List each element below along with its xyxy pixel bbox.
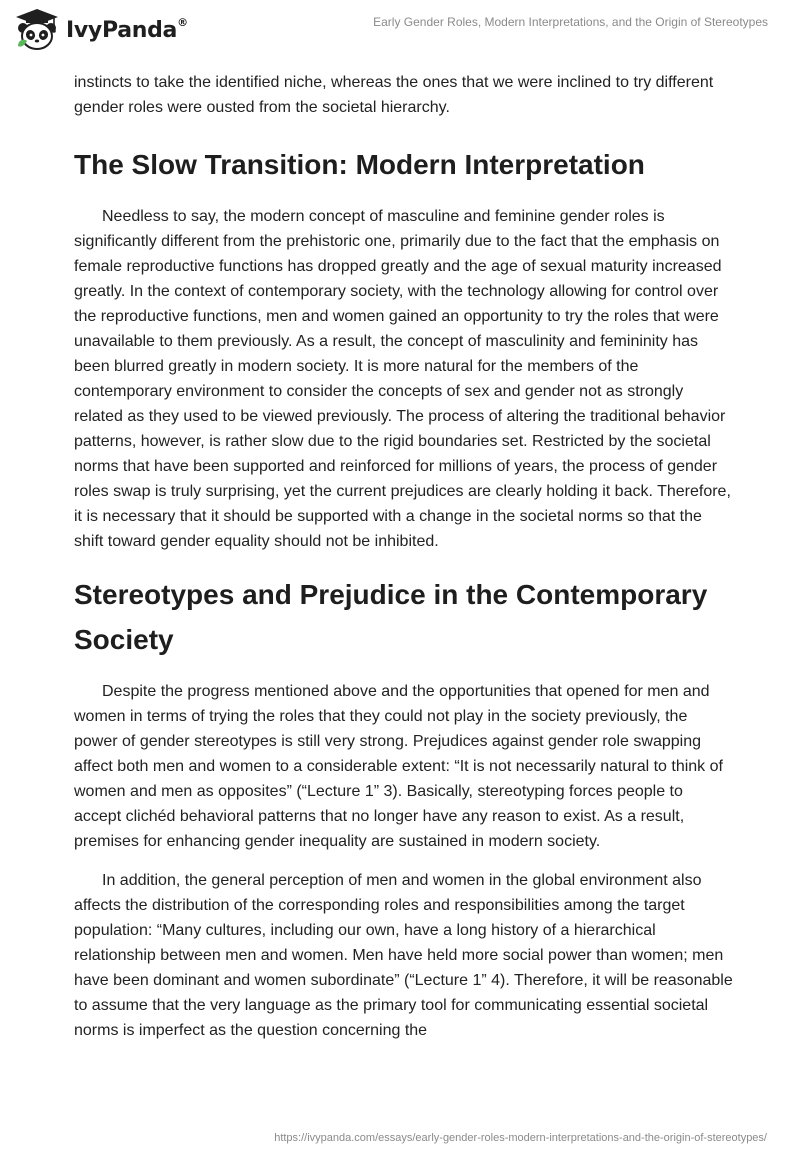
page-header [0,0,800,64]
section-paragraph: Needless to say, the modern concept of masculine and feminine gender roles is significantly different from the prehistoric one, primarily due to the fact that the emphasis on female reproductive functions has dropped greatly and the age of sexual maturity increased greatly. In the context of contemporary society, with the technology allowing for control over the reproductive functions, men and women gained an opportunity to try the roles that were unavailable to them previously. As a result, the concept of masculinity and femininity has been blurred greatly in modern society. It is more natural for the members of the contemporary environment to consider the concepts of sex and gender not as strongly related as they used to be viewed previously. The process of altering the traditional behavior patterns, however, is rather slow due to the rigid boundaries set. Restricted by the societal norms that have been supported and reinforced for millions of years, the process of gender roles swap is truly surprising, yet the current prejudices are clearly holding it back. Therefore, it is necessary that it should be supported with a change in the societal norms so that the shift toward gender equality should not be inhibited. [74,208,731,550]
brand-name: IvyPanda® [66,15,188,43]
section-paragraph: Despite the progress mentioned above and the opportunities that opened for men and women in terms of trying the roles that they could not play in the society previously, the power of gender stereotypes is still very strong. Prejudices against gender role swapping affect both men and women to a considerable extent: “It is not necessarily natural to think of women and men as opposites” (“Lecture 1” 3). Basically, stereotyping forces people to accept clichéd behavioral patterns that no longer have any reason to exist. As a result, premises for enhancing gender inequality are sustained in modern society. [74,683,723,850]
panda-graduate-icon [14,8,60,52]
intro-paragraph: instincts to take the identified niche, whereas the ones that we were inclined to try different gender roles were ousted from the societal hierarchy. [74,74,714,116]
section-paragraph: In addition, the general perception of men and women in the global environment also affects the distribution of the corresponding roles and responsibilities among the target population: “Many cultures, including our own, have a long history of a hierarchical relationship between men and women. Men have held more social power than women; men have been dominant and women subordinate” (“Lecture 1” 4). Therefore, it will be reasonable to assume that the very language as the primary tool for communicating essential societal norms is imperfect as the question concerning the [74,872,733,1039]
essay-body [74,70,734,1043]
section-heading-stereotypes: Stereotypes and Prejudice in the Contemporary Society [74,579,708,655]
section-heading-modern-interpretation: The Slow Transition: Modern Interpretation [74,149,645,180]
footer-source-url[interactable]: https://ivypanda.com/essays/early-gender-roles-modern-interpretations-and-the-origin-of-stereotypes/ [274,1132,767,1144]
ivypanda-logo[interactable] [14,8,188,52]
document-title: Early Gender Roles, Modern Interpretations, and the Origin of Stereotypes [373,15,768,29]
